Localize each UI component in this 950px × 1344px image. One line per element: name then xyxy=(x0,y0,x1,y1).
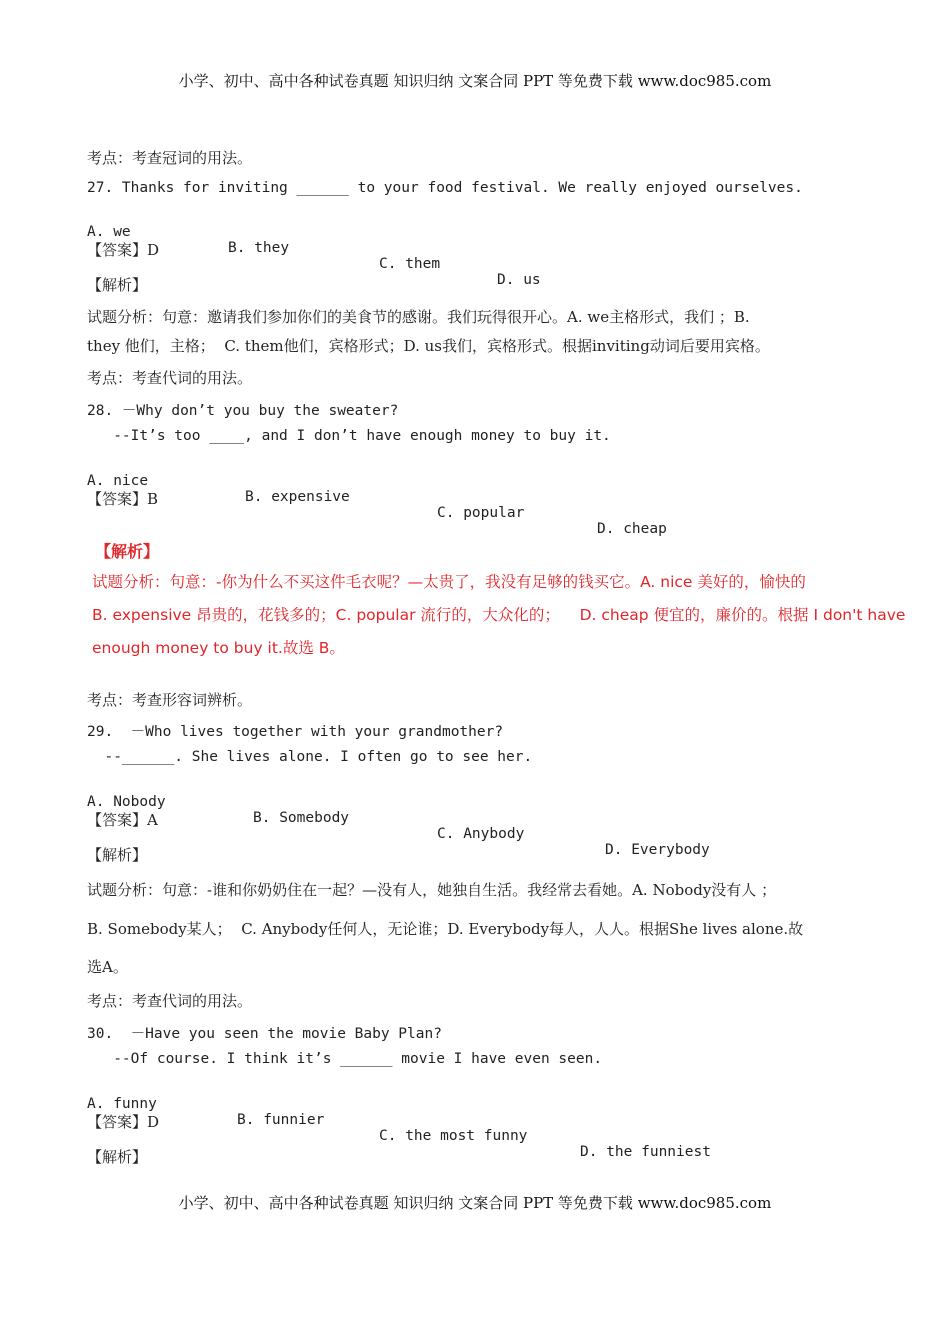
option-a: A. Nobody xyxy=(87,794,166,810)
kaodian-28: 考点：考查形容词辨析。 xyxy=(87,691,253,709)
option-c: C. popular xyxy=(437,505,525,521)
analysis-27-line1: 试题分析：句意：邀请我们参加你们的美食节的感谢。我们玩得很开心。A. we主格形式，我们 ；B. xyxy=(87,308,750,326)
analysis-27-line2: they 他们，主格； C. them他们，宾格形式；D. us我们，宾格形式。根据inviting动词后要用宾格。 xyxy=(87,337,770,355)
option-c: C. them xyxy=(379,256,441,272)
options-30 xyxy=(87,1080,867,1160)
option-a: A. funny xyxy=(87,1096,157,1112)
answer-29: 【答案】A xyxy=(87,811,158,829)
analysis-29-line2: B. Somebody某人； C. Anybody任何人，无论谁；D. Everybody每人，人人。根据She lives alone.故 xyxy=(87,920,804,938)
question-29: 29. －Who lives together with your grandmother? xyxy=(87,724,504,740)
jiexi-27: 【解析】 xyxy=(87,276,148,294)
option-c: C. the most funny xyxy=(379,1128,528,1144)
analysis-29-line3: 选A。 xyxy=(87,958,128,976)
answer-30: 【答案】D xyxy=(87,1113,160,1131)
kaodian-27: 考点：考查代词的用法。 xyxy=(87,369,253,387)
answer-28: 【答案】B xyxy=(87,490,159,508)
option-a: A. nice xyxy=(87,473,149,489)
reply-30: --Of course. I think it’s ______ movie I have even seen. xyxy=(87,1051,603,1067)
option-b: B. funnier xyxy=(237,1112,325,1128)
jiexi-30: 【解析】 xyxy=(87,1148,148,1166)
option-d: D. cheap xyxy=(597,521,667,537)
page-footer: 小学、初中、高中各种试卷真题 知识归纳 文案合同 PPT 等免费下载 www.doc985.com xyxy=(178,1194,772,1212)
analysis-28-line2: B. expensive 昂贵的，花钱多的；C. popular 流行的，大众化的； D. cheap 便宜的，廉价的。根据 I don't have xyxy=(92,606,906,624)
option-b: B. they xyxy=(228,240,290,256)
jiexi-28: 【解析】 xyxy=(95,542,160,561)
question-30: 30. －Have you seen the movie Baby Plan? xyxy=(87,1026,442,1042)
page-header: 小学、初中、高中各种试卷真题 知识归纳 文案合同 PPT 等免费下载 www.doc985.com xyxy=(178,72,772,90)
analysis-29-line1: 试题分析：句意：-谁和你奶奶住在一起？—没有人，她独自生活。我经常去看她。A. Nobody没有人 ； xyxy=(87,881,777,899)
option-b: B. Somebody xyxy=(253,810,350,826)
option-d: D. Everybody xyxy=(605,842,710,858)
question-27: 27. Thanks for inviting ______ to your food festival. We really enjoyed ourselves. xyxy=(87,180,803,196)
analysis-28-line3: enough money to buy it.故选 B。 xyxy=(92,639,345,657)
option-d: D. the funniest xyxy=(580,1144,711,1160)
answer-27: 【答案】D xyxy=(87,241,160,259)
analysis-28-line1: 试题分析：句意：-你为什么不买这件毛衣呢？—太贵了，我没有足够的钱买它。A. nice 美好的，愉快的 xyxy=(92,573,806,591)
question-28: 28. －Why don’t you buy the sweater? xyxy=(87,403,399,419)
kaodian-26: 考点：考查冠词的用法。 xyxy=(87,149,253,167)
options-29 xyxy=(87,778,867,858)
reply-29: --______. She lives alone. I often go to see her. xyxy=(87,749,533,765)
kaodian-29: 考点：考查代词的用法。 xyxy=(87,992,253,1010)
option-a: A. we xyxy=(87,224,131,240)
jiexi-29: 【解析】 xyxy=(87,846,148,864)
reply-28: --It’s too ____, and I don’t have enough money to buy it. xyxy=(87,428,611,444)
options-28 xyxy=(87,457,867,537)
options-27 xyxy=(87,208,867,288)
option-d: D. us xyxy=(497,272,541,288)
option-b: B. expensive xyxy=(245,489,350,505)
option-c: C. Anybody xyxy=(437,826,525,842)
